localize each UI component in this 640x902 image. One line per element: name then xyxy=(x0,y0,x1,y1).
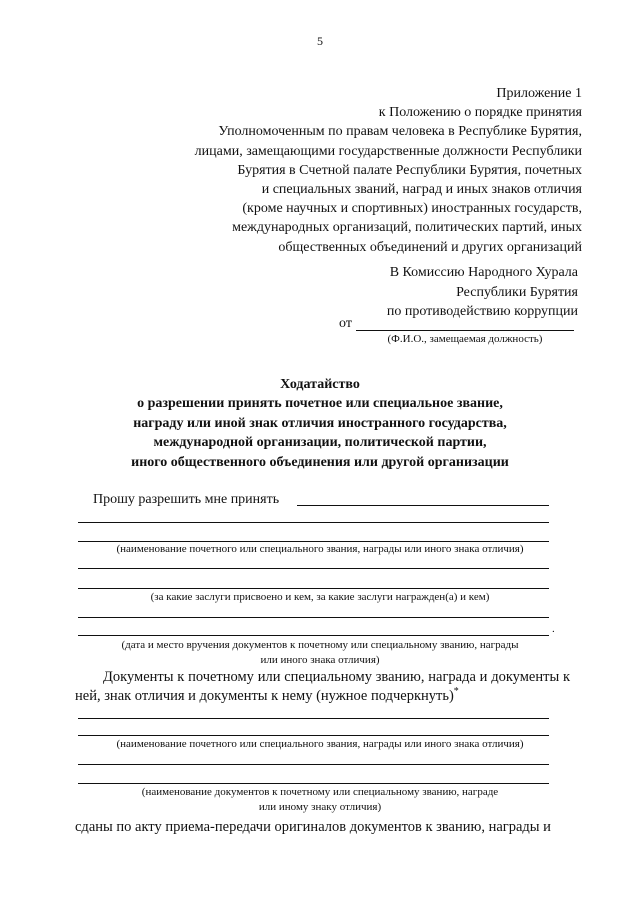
delivery-caption-line: (дата и место вручения документов к почетному или специальному званию, награды xyxy=(121,639,519,651)
appendix-line: Бурятия в Счетной палате Республики Бурятия, почетных xyxy=(237,162,582,178)
documents-fill-line[interactable] xyxy=(78,764,549,765)
petition-subtitle-line: международной организации, политической партии, xyxy=(153,435,487,451)
documents-fill-line[interactable] xyxy=(78,783,549,784)
petition-subtitle-line: награду или иной знак отличия иностранного государства, xyxy=(133,415,507,431)
award-name-caption: (наименование почетного или специального звания, награды или иного знака отличия) xyxy=(116,738,524,750)
award-fill-line[interactable] xyxy=(78,718,549,719)
delivery-fill-line[interactable] xyxy=(78,635,549,636)
from-caption: (Ф.И.О., замещаемая должность) xyxy=(387,333,543,345)
period-mark: . xyxy=(552,623,555,635)
petition-heading: Ходатайство xyxy=(280,377,360,392)
merits-caption: (за какие заслуги присвоено и кем, за какие заслуги награжден(а) и кем) xyxy=(150,591,490,603)
documents-caption xyxy=(70,785,570,815)
award-fill-line[interactable] xyxy=(78,522,549,523)
petition-subtitle-line: иного общественного объединения или другой организации xyxy=(131,454,509,470)
appendix-line: Уполномоченным по правам человека в Республике Бурятия, xyxy=(218,124,582,140)
final-paragraph: сданы по акту приема-передачи оригиналов документов к званию, награды и xyxy=(75,819,551,835)
appendix-line: и специальных званий, наград и иных знаков отличия xyxy=(261,182,582,198)
delivery-caption xyxy=(70,638,570,668)
delivery-caption-line: или иного знака отличия) xyxy=(260,654,380,666)
delivery-fill-line[interactable] xyxy=(78,617,549,618)
appendix-line: Приложение 1 xyxy=(496,86,582,101)
award-name-caption: (наименование почетного или специального звания, награды или иного знака отличия) xyxy=(116,543,524,555)
addressee-line: В Комиссию Народного Хурала xyxy=(389,265,578,280)
appendix-line: (кроме научных и спортивных) иностранных государств, xyxy=(242,201,582,217)
addressee-line: по противодействию коррупции xyxy=(386,304,578,319)
documents-paragraph-text: Документы к почетному или специальному званию, награда и документы к ней, знак отличия и документы к нему (нужное подчеркнуть) xyxy=(75,669,570,704)
appendix-line: общественных объединений и других организаций xyxy=(278,239,582,255)
documents-caption-line: или иному знаку отличия) xyxy=(258,801,382,813)
appendix-line: к Положению о порядке принятия xyxy=(378,105,582,121)
petition-title xyxy=(60,375,580,472)
documents-paragraph xyxy=(75,668,570,706)
appendix-header xyxy=(112,84,582,257)
footnote-mark: * xyxy=(453,686,459,698)
page-number: 5 xyxy=(317,34,323,48)
addressee-line: Республики Бурятия xyxy=(456,284,578,300)
merits-fill-line[interactable] xyxy=(78,568,549,569)
addressee-block xyxy=(248,263,578,322)
merits-fill-line[interactable] xyxy=(78,588,549,589)
appendix-line: лицами, замещающими государственные должности Республики xyxy=(194,143,582,159)
award-fill-line[interactable] xyxy=(78,735,549,736)
request-fill-line[interactable] xyxy=(297,505,549,506)
from-fill-line[interactable] xyxy=(356,330,574,331)
petition-subtitle-line: о разрешении принять почетное или специальное звание, xyxy=(137,396,503,412)
from-label: от xyxy=(339,316,352,331)
appendix-line: международных организаций, политических партий, иных xyxy=(232,220,582,236)
request-label: Прошу разрешить мне принять xyxy=(93,492,280,507)
documents-caption-line: (наименование документов к почетному или специальному званию, награде xyxy=(141,786,499,798)
